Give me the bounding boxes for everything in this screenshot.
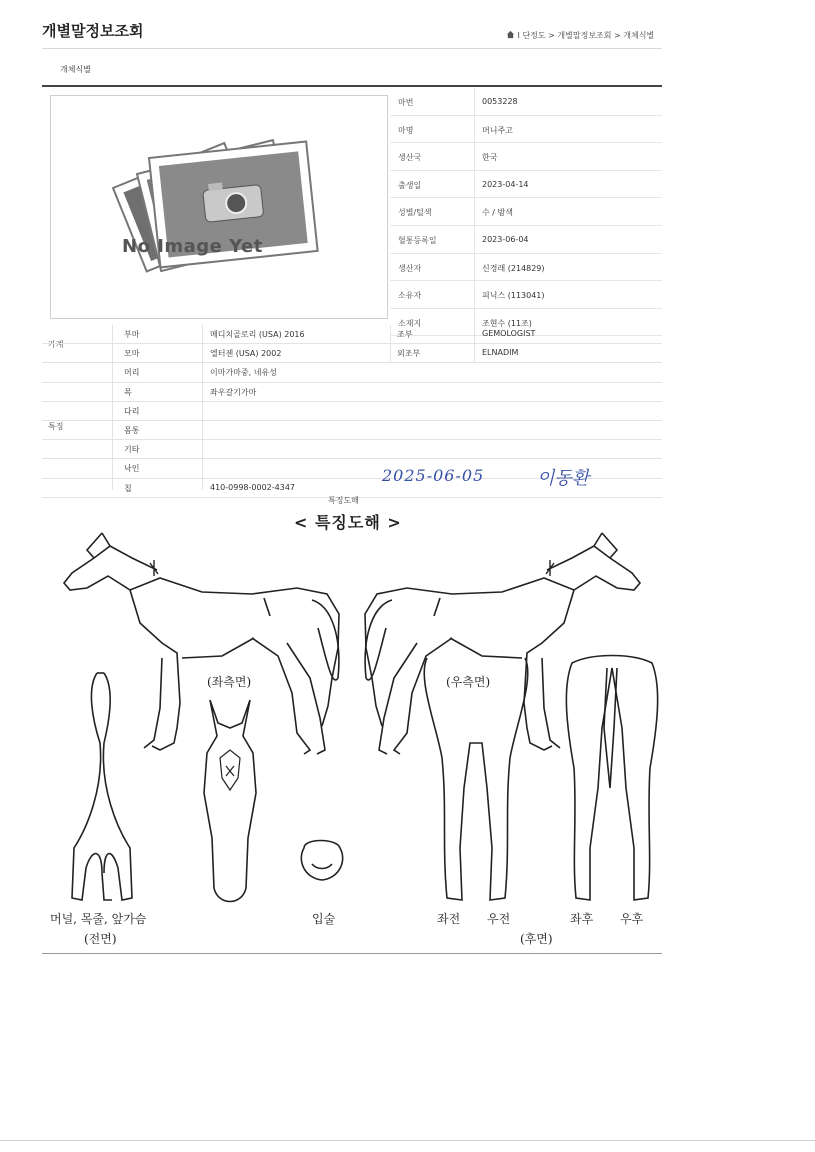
home-icon[interactable]: [506, 30, 515, 39]
pedigree-value2: GEMOLOGIST: [482, 329, 536, 338]
info-value: 2023-04-14: [482, 179, 529, 189]
feature-sub-label: 다리: [124, 406, 140, 416]
pedigree-sub-label: 모마: [124, 349, 140, 359]
feature-row: [42, 383, 662, 402]
label-front-parts: 머널, 목줄, 앞가슴: [50, 912, 147, 926]
info-label: 생산국: [398, 153, 422, 163]
info-label: 마명: [398, 125, 414, 135]
feature-sub-label: 기타: [124, 445, 140, 455]
feature-sub-label: 몸통: [124, 425, 140, 435]
feature-row: [42, 421, 662, 440]
info-label: 혈통등록일: [398, 235, 437, 245]
label-left-hind: 좌후: [570, 912, 594, 926]
info-label: 생산자: [398, 263, 422, 273]
label-front: (전면): [84, 932, 117, 946]
horse-front-drawing: [72, 673, 132, 900]
handwritten-date: 2025-06-05: [382, 466, 485, 485]
label-left-fore: 좌전: [437, 912, 461, 926]
info-value: 0053228: [482, 97, 518, 106]
label-right-fore: 우전: [487, 912, 511, 926]
info-row: [390, 116, 662, 144]
info-row: [390, 88, 662, 116]
info-row: [390, 198, 662, 226]
info-value: 수 / 밤색: [482, 208, 513, 218]
scan-edge-line: [0, 1140, 815, 1141]
info-row: [390, 226, 662, 254]
info-label: 마번: [398, 98, 414, 107]
info-label: 소재지: [398, 318, 422, 328]
tab-identification[interactable]: 개체식별: [60, 65, 91, 74]
divider: [42, 48, 662, 49]
feature-sub-label: 칩: [124, 483, 132, 493]
pedigree-value: 메디치골로리 (USA) 2016: [210, 330, 305, 339]
horse-left-side-drawing: [64, 533, 339, 754]
diagram-caption: 특징도해: [328, 496, 359, 505]
label-lips: 입술: [312, 912, 336, 926]
pedigree-row: [42, 325, 662, 344]
info-label: 소유자: [398, 291, 422, 301]
info-value: 머니주고: [482, 125, 513, 135]
feature-sub-label: 낙인: [124, 464, 140, 474]
horse-head-drawing: [204, 700, 256, 902]
feature-value: 410-0998-0002-4347: [210, 482, 296, 492]
label-left-side: (좌측면): [207, 675, 252, 689]
horse-rear-front-legs-drawing: [424, 658, 528, 900]
horse-marking-diagram: [42, 528, 662, 948]
no-image-text: No Image Yet: [122, 236, 263, 257]
info-table: [390, 88, 662, 336]
feature-value: 좌우갈기가마: [210, 387, 257, 397]
feature-value: 이마가마중, 네유성: [210, 368, 277, 378]
breadcrumb: [506, 30, 654, 41]
breadcrumb-text: Ⅰ 단정도 > 개별말정보조회 > 개체식별: [517, 31, 655, 40]
info-label: 성별/털색: [398, 208, 432, 218]
feature-sub-label: 목: [124, 387, 132, 397]
divider: [42, 953, 662, 954]
horse-muzzle-drawing: [301, 841, 342, 881]
diagram-title: < 특징도해 >: [294, 513, 402, 532]
pedigree-value2: ELNADIM: [482, 348, 519, 358]
info-row: [390, 143, 662, 171]
info-row: [390, 171, 662, 199]
photo-stack-icon: [51, 96, 387, 318]
handwritten-signature: 이동환: [537, 468, 590, 489]
info-value: 2023-06-04: [482, 234, 529, 244]
horse-photo-placeholder: [50, 95, 388, 319]
feature-sub-label: 머리: [124, 368, 140, 378]
info-row: [390, 281, 662, 309]
label-right-side: (우측면): [446, 675, 491, 689]
feature-row: [42, 440, 662, 459]
features-label: 특징: [48, 422, 64, 431]
label-rear: (후면): [520, 932, 553, 946]
info-value: 조현수 (11조): [482, 318, 532, 328]
page-title: 개별말정보조회: [42, 22, 144, 40]
pedigree-label2: 외조부: [397, 349, 421, 359]
info-label: 출생일: [398, 180, 422, 190]
horse-rear-drawing: [566, 656, 657, 901]
pedigree-row: [42, 344, 662, 363]
info-value: 신경래 (214829): [482, 263, 545, 273]
pedigree-label: 가계: [48, 340, 64, 349]
feature-row: [42, 402, 662, 421]
tab-underline: [42, 85, 662, 87]
pedigree-label2: 조부: [397, 330, 413, 339]
pedigree-value: 엘터젠 (USA) 2002: [210, 349, 282, 359]
info-row: [390, 254, 662, 282]
info-value: 피닉스 (113041): [482, 291, 545, 301]
label-right-hind: 우후: [620, 912, 644, 926]
feature-row: [42, 363, 662, 382]
info-value: 한국: [482, 153, 498, 163]
horse-right-side-drawing: [365, 533, 640, 754]
pedigree-sub-label: 부마: [124, 330, 140, 339]
